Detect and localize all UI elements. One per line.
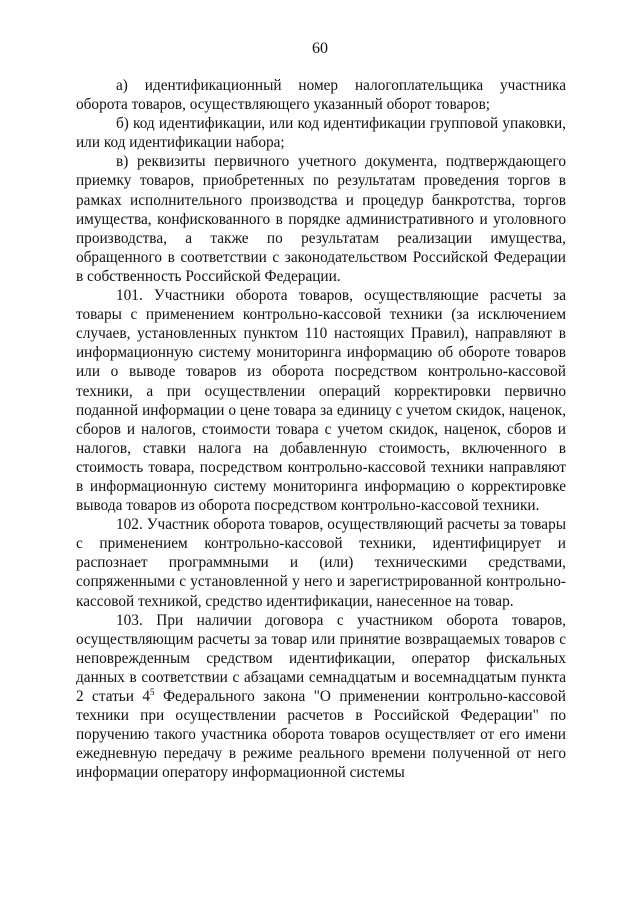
paragraph-103-text-start: 103. При наличии договора с участником оборота товаров, осуществляющим расчеты за товар или принятие возвращаемых товаров с неповрежденным средством идентификации, оператор фискальных данных в соответствии с абзацами семнадцатым и восемнадцатым пункта 2 статьи 4 (76, 611, 566, 705)
paragraph-103-superscript: 5 (150, 686, 155, 697)
paragraph-101: 101. Участники оборота товаров, осуществляющие расчеты за товары с применением контрольно-кассовой техники (за исключением случаев, установленных пунктом 110 настоящих Правил), направляют в информационную систему мониторинга информацию об обороте товаров или о выводе товаров из оборота посредством контрольно-кассовой техники, а при осуществлении операций корректировки первично поданной информации о цене товара за единицу с учетом скидок, наценок, сборов и налогов, стоимости товара с учетом скидок, наценок, сборов и налогов, ставки налога на добавленную стоимость, включенного в стоимость товара, посредством контрольно-кассовой техники направляют в информационную систему мониторинга информацию о корректировке вывода товаров из оборота посредством контрольно-кассовой техники. (76, 287, 566, 515)
paragraph-103-text-end: Федерального закона "О применении контрольно-кассовой техники при осуществлении расчетов в Российской Федерации" по поручению такого участника оборота товаров осуществляет от его имени ежедневную передачу в режиме реального времени полученной от него информации оператору информационной системы (76, 688, 566, 782)
paragraph-102: 102. Участник оборота товаров, осуществляющий расчеты за товары с применением контрольно-кассовой техники, идентифицирует и распознает программными и (или) техническими средствами, сопряженными с установленной у него и зарегистрированной контрольно-кассовой техникой, средство идентификации, нанесенное на товар. (76, 516, 566, 610)
paragraph-item-b: б) код идентификации, или код идентификации групповой упаковки, или код идентификации набора; (76, 115, 566, 152)
paragraph-item-a: а) идентификационный номер налогоплательщика участника оборота товаров, осуществляющего указанный оборот товаров; (76, 77, 566, 114)
paragraph-103 (76, 611, 566, 783)
document-body (76, 76, 566, 782)
page-number: 60 (312, 40, 328, 57)
paragraph-item-v: в) реквизиты первичного учетного документа, подтверждающего приемку товаров, приобретенных по результатам проведения торгов в рамках исполнительного производства и процедур банкротства, торгов имущества, конфискованного в порядке административного и уголовного производства, а также по результатам реализации имущества, обращенного в соответствии с законодательством Российской Федерации в собственность Российской Федерации. (76, 153, 566, 285)
